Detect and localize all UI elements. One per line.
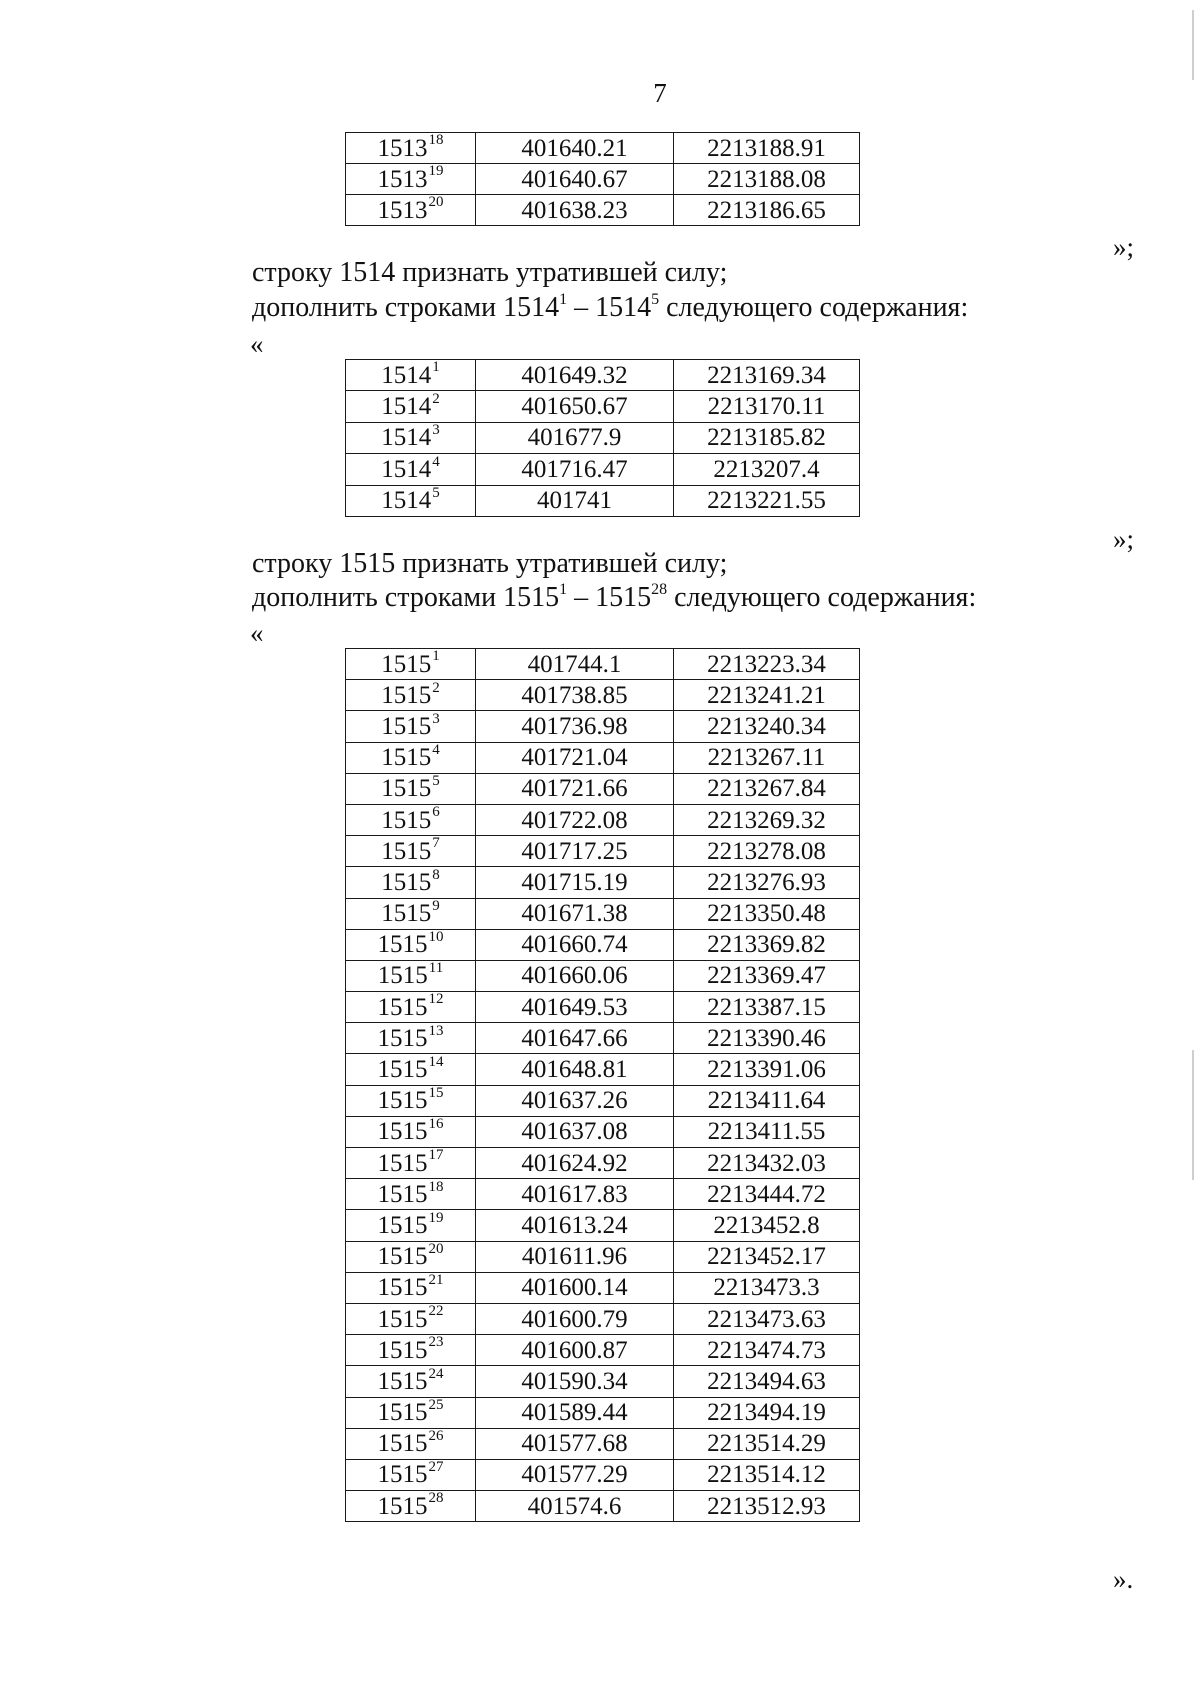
point-number-cell bbox=[346, 711, 476, 742]
table-row bbox=[346, 649, 860, 680]
y-coordinate-cell: 2213494.19 bbox=[674, 1397, 860, 1428]
scan-edge-mark bbox=[1192, 10, 1194, 80]
y-coordinate-cell: 2213369.82 bbox=[674, 929, 860, 960]
point-number-cell bbox=[346, 742, 476, 773]
y-coordinate-cell: 2213221.55 bbox=[674, 485, 860, 516]
point-number-base: 1515 bbox=[381, 712, 432, 740]
table-row bbox=[346, 485, 860, 516]
point-number-index: 13 bbox=[428, 1022, 444, 1039]
point-number-cell bbox=[346, 1272, 476, 1303]
point-number-cell bbox=[346, 485, 476, 516]
table-row bbox=[346, 195, 860, 226]
x-coordinate-cell: 401736.98 bbox=[476, 711, 674, 742]
x-coordinate-cell: 401671.38 bbox=[476, 898, 674, 929]
y-coordinate-cell: 2213207.4 bbox=[674, 454, 860, 485]
point-number-index: 23 bbox=[428, 1334, 444, 1351]
y-coordinate-cell: 2213269.32 bbox=[674, 804, 860, 835]
x-coordinate-cell: 401600.87 bbox=[476, 1335, 674, 1366]
point-number-base: 1515 bbox=[377, 1305, 428, 1333]
point-number-cell bbox=[346, 1428, 476, 1459]
x-coordinate-cell: 401660.74 bbox=[476, 929, 674, 960]
point-number-base: 1515 bbox=[377, 1492, 428, 1520]
table-row bbox=[346, 867, 860, 898]
x-coordinate-cell: 401640.21 bbox=[476, 133, 674, 164]
table-row bbox=[346, 1491, 860, 1522]
x-coordinate-cell: 401637.08 bbox=[476, 1116, 674, 1147]
point-number-index: 2 bbox=[432, 390, 440, 407]
point-number-cell bbox=[346, 1303, 476, 1334]
x-coordinate-cell: 401577.68 bbox=[476, 1428, 674, 1459]
y-coordinate-cell: 2213514.29 bbox=[674, 1428, 860, 1459]
x-coordinate-cell: 401677.9 bbox=[476, 422, 674, 453]
point-number-cell bbox=[346, 1241, 476, 1272]
x-coordinate-cell: 401577.29 bbox=[476, 1459, 674, 1490]
point-number-index: 15 bbox=[428, 1084, 444, 1101]
point-number-index: 16 bbox=[428, 1116, 444, 1133]
supplement-suffix: следующего содержания: bbox=[659, 292, 969, 323]
point-number-base: 1515 bbox=[377, 931, 428, 959]
coordinates-table-1513 bbox=[345, 132, 860, 226]
supplement-prefix: дополнить строками 1515 bbox=[252, 582, 560, 613]
point-number-index: 4 bbox=[432, 741, 440, 758]
paragraph-1515-invalidated: строку 1515 признать утратившей силу; bbox=[252, 548, 728, 579]
point-number-base: 1513 bbox=[377, 165, 428, 193]
y-coordinate-cell: 2213267.84 bbox=[674, 773, 860, 804]
y-coordinate-cell: 2213432.03 bbox=[674, 1148, 860, 1179]
point-number-cell bbox=[346, 1491, 476, 1522]
point-number-cell bbox=[346, 454, 476, 485]
paragraph-1515-supplement bbox=[252, 582, 976, 614]
point-number-index: 4 bbox=[432, 453, 440, 470]
point-number-base: 1515 bbox=[377, 1243, 428, 1271]
point-number-base: 1514 bbox=[381, 455, 432, 483]
point-number-base: 1514 bbox=[381, 361, 432, 389]
table-row bbox=[346, 773, 860, 804]
point-number-index: 3 bbox=[432, 710, 440, 727]
point-number-index: 6 bbox=[432, 804, 440, 821]
point-number-index: 24 bbox=[428, 1365, 444, 1382]
supplement-sup-start: 1 bbox=[559, 581, 568, 598]
supplement-mid: – 1514 bbox=[567, 292, 652, 323]
point-number-cell bbox=[346, 773, 476, 804]
point-number-base: 1515 bbox=[377, 1149, 428, 1177]
point-number-index: 19 bbox=[428, 1209, 444, 1226]
point-number-base: 1514 bbox=[381, 487, 432, 515]
point-number-index: 20 bbox=[428, 194, 444, 211]
x-coordinate-cell: 401624.92 bbox=[476, 1148, 674, 1179]
point-number-base: 1515 bbox=[377, 1211, 428, 1239]
point-number-index: 1 bbox=[432, 359, 440, 376]
y-coordinate-cell: 2213444.72 bbox=[674, 1179, 860, 1210]
y-coordinate-cell: 2213512.93 bbox=[674, 1491, 860, 1522]
table-row bbox=[346, 391, 860, 422]
table-row bbox=[346, 680, 860, 711]
point-number-base: 1515 bbox=[377, 1461, 428, 1489]
point-number-cell bbox=[346, 1085, 476, 1116]
table-row bbox=[346, 1241, 860, 1272]
point-number-base: 1515 bbox=[377, 1367, 428, 1395]
y-coordinate-cell: 2213411.64 bbox=[674, 1085, 860, 1116]
x-coordinate-cell: 401640.67 bbox=[476, 164, 674, 195]
y-coordinate-cell: 2213188.91 bbox=[674, 133, 860, 164]
x-coordinate-cell: 401721.66 bbox=[476, 773, 674, 804]
x-coordinate-cell: 401648.81 bbox=[476, 1054, 674, 1085]
table-row bbox=[346, 992, 860, 1023]
table-row bbox=[346, 422, 860, 453]
y-coordinate-cell: 2213185.82 bbox=[674, 422, 860, 453]
y-coordinate-cell: 2213278.08 bbox=[674, 836, 860, 867]
y-coordinate-cell: 2213223.34 bbox=[674, 649, 860, 680]
supplement-sup-end: 28 bbox=[651, 581, 668, 598]
x-coordinate-cell: 401660.06 bbox=[476, 960, 674, 991]
closing-quote-2: »; bbox=[1113, 524, 1135, 554]
point-number-base: 1515 bbox=[377, 1056, 428, 1084]
opening-quote-1: « bbox=[250, 329, 264, 359]
x-coordinate-cell: 401738.85 bbox=[476, 680, 674, 711]
table-row bbox=[346, 711, 860, 742]
point-number-base: 1515 bbox=[381, 744, 432, 772]
table-row bbox=[346, 1397, 860, 1428]
table-row bbox=[346, 133, 860, 164]
point-number-index: 18 bbox=[428, 132, 444, 149]
point-number-base: 1515 bbox=[377, 1336, 428, 1364]
y-coordinate-cell: 2213452.8 bbox=[674, 1210, 860, 1241]
point-number-index: 5 bbox=[432, 773, 440, 790]
point-number-cell bbox=[346, 1210, 476, 1241]
point-number-base: 1515 bbox=[377, 1430, 428, 1458]
point-number-index: 27 bbox=[428, 1459, 444, 1476]
point-number-index: 26 bbox=[428, 1428, 444, 1445]
point-number-index: 20 bbox=[428, 1240, 444, 1257]
x-coordinate-cell: 401611.96 bbox=[476, 1241, 674, 1272]
point-number-index: 8 bbox=[432, 866, 440, 883]
point-number-cell bbox=[346, 836, 476, 867]
point-number-index: 12 bbox=[428, 991, 444, 1008]
point-number-cell bbox=[346, 929, 476, 960]
point-number-index: 25 bbox=[428, 1396, 444, 1413]
point-number-index: 7 bbox=[432, 835, 440, 852]
point-number-index: 10 bbox=[428, 929, 444, 946]
y-coordinate-cell: 2213474.73 bbox=[674, 1335, 860, 1366]
point-number-cell bbox=[346, 164, 476, 195]
point-number-base: 1515 bbox=[381, 650, 432, 678]
opening-quote-2: « bbox=[250, 618, 264, 648]
table-row bbox=[346, 1085, 860, 1116]
table-row bbox=[346, 1366, 860, 1397]
y-coordinate-cell: 2213169.34 bbox=[674, 360, 860, 391]
point-number-cell bbox=[346, 1179, 476, 1210]
x-coordinate-cell: 401717.25 bbox=[476, 836, 674, 867]
closing-quote-3: ». bbox=[1113, 1564, 1134, 1594]
table-row bbox=[346, 1023, 860, 1054]
y-coordinate-cell: 2213267.11 bbox=[674, 742, 860, 773]
point-number-base: 1515 bbox=[377, 1024, 428, 1052]
y-coordinate-cell: 2213411.55 bbox=[674, 1116, 860, 1147]
table-row bbox=[346, 742, 860, 773]
point-number-base: 1515 bbox=[377, 1087, 428, 1115]
point-number-cell bbox=[346, 1148, 476, 1179]
point-number-cell bbox=[346, 422, 476, 453]
point-number-cell bbox=[346, 960, 476, 991]
x-coordinate-cell: 401589.44 bbox=[476, 1397, 674, 1428]
table-row bbox=[346, 1054, 860, 1085]
point-number-base: 1515 bbox=[381, 868, 432, 896]
y-coordinate-cell: 2213276.93 bbox=[674, 867, 860, 898]
y-coordinate-cell: 2213473.63 bbox=[674, 1303, 860, 1334]
coordinates-table-1515 bbox=[345, 648, 860, 1522]
table-row bbox=[346, 1116, 860, 1147]
point-number-cell bbox=[346, 898, 476, 929]
y-coordinate-cell: 2213473.3 bbox=[674, 1272, 860, 1303]
point-number-cell bbox=[346, 1366, 476, 1397]
paragraph-1514-invalidated: строку 1514 признать утратившей силу; bbox=[252, 257, 728, 288]
y-coordinate-cell: 2213391.06 bbox=[674, 1054, 860, 1085]
scan-edge-mark bbox=[1192, 1050, 1194, 1180]
point-number-base: 1515 bbox=[377, 1180, 428, 1208]
point-number-base: 1515 bbox=[381, 681, 432, 709]
x-coordinate-cell: 401574.6 bbox=[476, 1491, 674, 1522]
point-number-cell bbox=[346, 1459, 476, 1490]
x-coordinate-cell: 401649.53 bbox=[476, 992, 674, 1023]
point-number-index: 11 bbox=[428, 960, 444, 977]
table-row bbox=[346, 1335, 860, 1366]
table-row bbox=[346, 1272, 860, 1303]
coordinates-table-1514 bbox=[345, 359, 860, 517]
point-number-cell bbox=[346, 1023, 476, 1054]
point-number-cell bbox=[346, 1054, 476, 1085]
point-number-index: 1 bbox=[432, 648, 440, 665]
point-number-base: 1515 bbox=[377, 1274, 428, 1302]
point-number-index: 28 bbox=[428, 1490, 444, 1507]
x-coordinate-cell: 401647.66 bbox=[476, 1023, 674, 1054]
x-coordinate-cell: 401600.14 bbox=[476, 1272, 674, 1303]
point-number-cell bbox=[346, 1116, 476, 1147]
y-coordinate-cell: 2213188.08 bbox=[674, 164, 860, 195]
table-row bbox=[346, 360, 860, 391]
supplement-prefix: дополнить строками 1514 bbox=[252, 292, 560, 323]
point-number-base: 1515 bbox=[381, 775, 432, 803]
point-number-cell bbox=[346, 360, 476, 391]
table-row bbox=[346, 1428, 860, 1459]
x-coordinate-cell: 401637.26 bbox=[476, 1085, 674, 1116]
supplement-sup-start: 1 bbox=[559, 291, 568, 308]
table-row bbox=[346, 1179, 860, 1210]
x-coordinate-cell: 401649.32 bbox=[476, 360, 674, 391]
point-number-index: 2 bbox=[432, 679, 440, 696]
y-coordinate-cell: 2213387.15 bbox=[674, 992, 860, 1023]
point-number-index: 18 bbox=[428, 1178, 444, 1195]
table-row bbox=[346, 1148, 860, 1179]
point-number-base: 1513 bbox=[377, 134, 428, 162]
point-number-base: 1514 bbox=[381, 424, 432, 452]
point-number-base: 1515 bbox=[377, 1399, 428, 1427]
supplement-mid: – 1515 bbox=[567, 582, 652, 613]
point-number-base: 1515 bbox=[377, 1118, 428, 1146]
x-coordinate-cell: 401716.47 bbox=[476, 454, 674, 485]
x-coordinate-cell: 401638.23 bbox=[476, 195, 674, 226]
y-coordinate-cell: 2213186.65 bbox=[674, 195, 860, 226]
point-number-base: 1514 bbox=[381, 393, 432, 421]
point-number-index: 3 bbox=[432, 422, 440, 439]
point-number-cell bbox=[346, 992, 476, 1023]
table-row bbox=[346, 1210, 860, 1241]
supplement-suffix: следующего содержания: bbox=[667, 582, 977, 613]
x-coordinate-cell: 401722.08 bbox=[476, 804, 674, 835]
point-number-index: 17 bbox=[428, 1147, 444, 1164]
point-number-index: 22 bbox=[428, 1303, 444, 1320]
table-row bbox=[346, 164, 860, 195]
point-number-cell bbox=[346, 804, 476, 835]
point-number-cell bbox=[346, 649, 476, 680]
point-number-cell bbox=[346, 391, 476, 422]
y-coordinate-cell: 2213170.11 bbox=[674, 391, 860, 422]
y-coordinate-cell: 2213369.47 bbox=[674, 960, 860, 991]
point-number-index: 21 bbox=[428, 1272, 444, 1289]
point-number-index: 5 bbox=[432, 485, 440, 501]
table-row bbox=[346, 836, 860, 867]
paragraph-1514-supplement bbox=[252, 292, 968, 324]
x-coordinate-cell: 401613.24 bbox=[476, 1210, 674, 1241]
table-row bbox=[346, 960, 860, 991]
point-number-base: 1515 bbox=[377, 962, 428, 990]
point-number-cell bbox=[346, 195, 476, 226]
y-coordinate-cell: 2213240.34 bbox=[674, 711, 860, 742]
table-row bbox=[346, 1459, 860, 1490]
point-number-index: 14 bbox=[428, 1053, 444, 1070]
point-number-base: 1515 bbox=[381, 837, 432, 865]
point-number-base: 1513 bbox=[377, 196, 428, 224]
y-coordinate-cell: 2213350.48 bbox=[674, 898, 860, 929]
x-coordinate-cell: 401715.19 bbox=[476, 867, 674, 898]
y-coordinate-cell: 2213452.17 bbox=[674, 1241, 860, 1272]
point-number-index: 19 bbox=[428, 163, 444, 180]
x-coordinate-cell: 401590.34 bbox=[476, 1366, 674, 1397]
y-coordinate-cell: 2213241.21 bbox=[674, 680, 860, 711]
point-number-base: 1515 bbox=[381, 806, 432, 834]
y-coordinate-cell: 2213494.63 bbox=[674, 1366, 860, 1397]
supplement-sup-end: 5 bbox=[651, 291, 660, 308]
y-coordinate-cell: 2213390.46 bbox=[674, 1023, 860, 1054]
point-number-cell bbox=[346, 133, 476, 164]
point-number-cell bbox=[346, 1397, 476, 1428]
x-coordinate-cell: 401600.79 bbox=[476, 1303, 674, 1334]
page-number: 7 bbox=[653, 78, 667, 108]
x-coordinate-cell: 401744.1 bbox=[476, 649, 674, 680]
table-row bbox=[346, 1303, 860, 1334]
table-row bbox=[346, 454, 860, 485]
point-number-base: 1515 bbox=[377, 993, 428, 1021]
table-row bbox=[346, 804, 860, 835]
table-row bbox=[346, 929, 860, 960]
point-number-cell bbox=[346, 1335, 476, 1366]
closing-quote-1: »; bbox=[1113, 232, 1135, 262]
x-coordinate-cell: 401617.83 bbox=[476, 1179, 674, 1210]
table-row bbox=[346, 898, 860, 929]
point-number-cell bbox=[346, 867, 476, 898]
point-number-cell bbox=[346, 680, 476, 711]
point-number-index: 9 bbox=[432, 897, 440, 914]
x-coordinate-cell: 401721.04 bbox=[476, 742, 674, 773]
x-coordinate-cell: 401741 bbox=[476, 485, 674, 516]
x-coordinate-cell: 401650.67 bbox=[476, 391, 674, 422]
y-coordinate-cell: 2213514.12 bbox=[674, 1459, 860, 1490]
point-number-base: 1515 bbox=[381, 900, 432, 928]
